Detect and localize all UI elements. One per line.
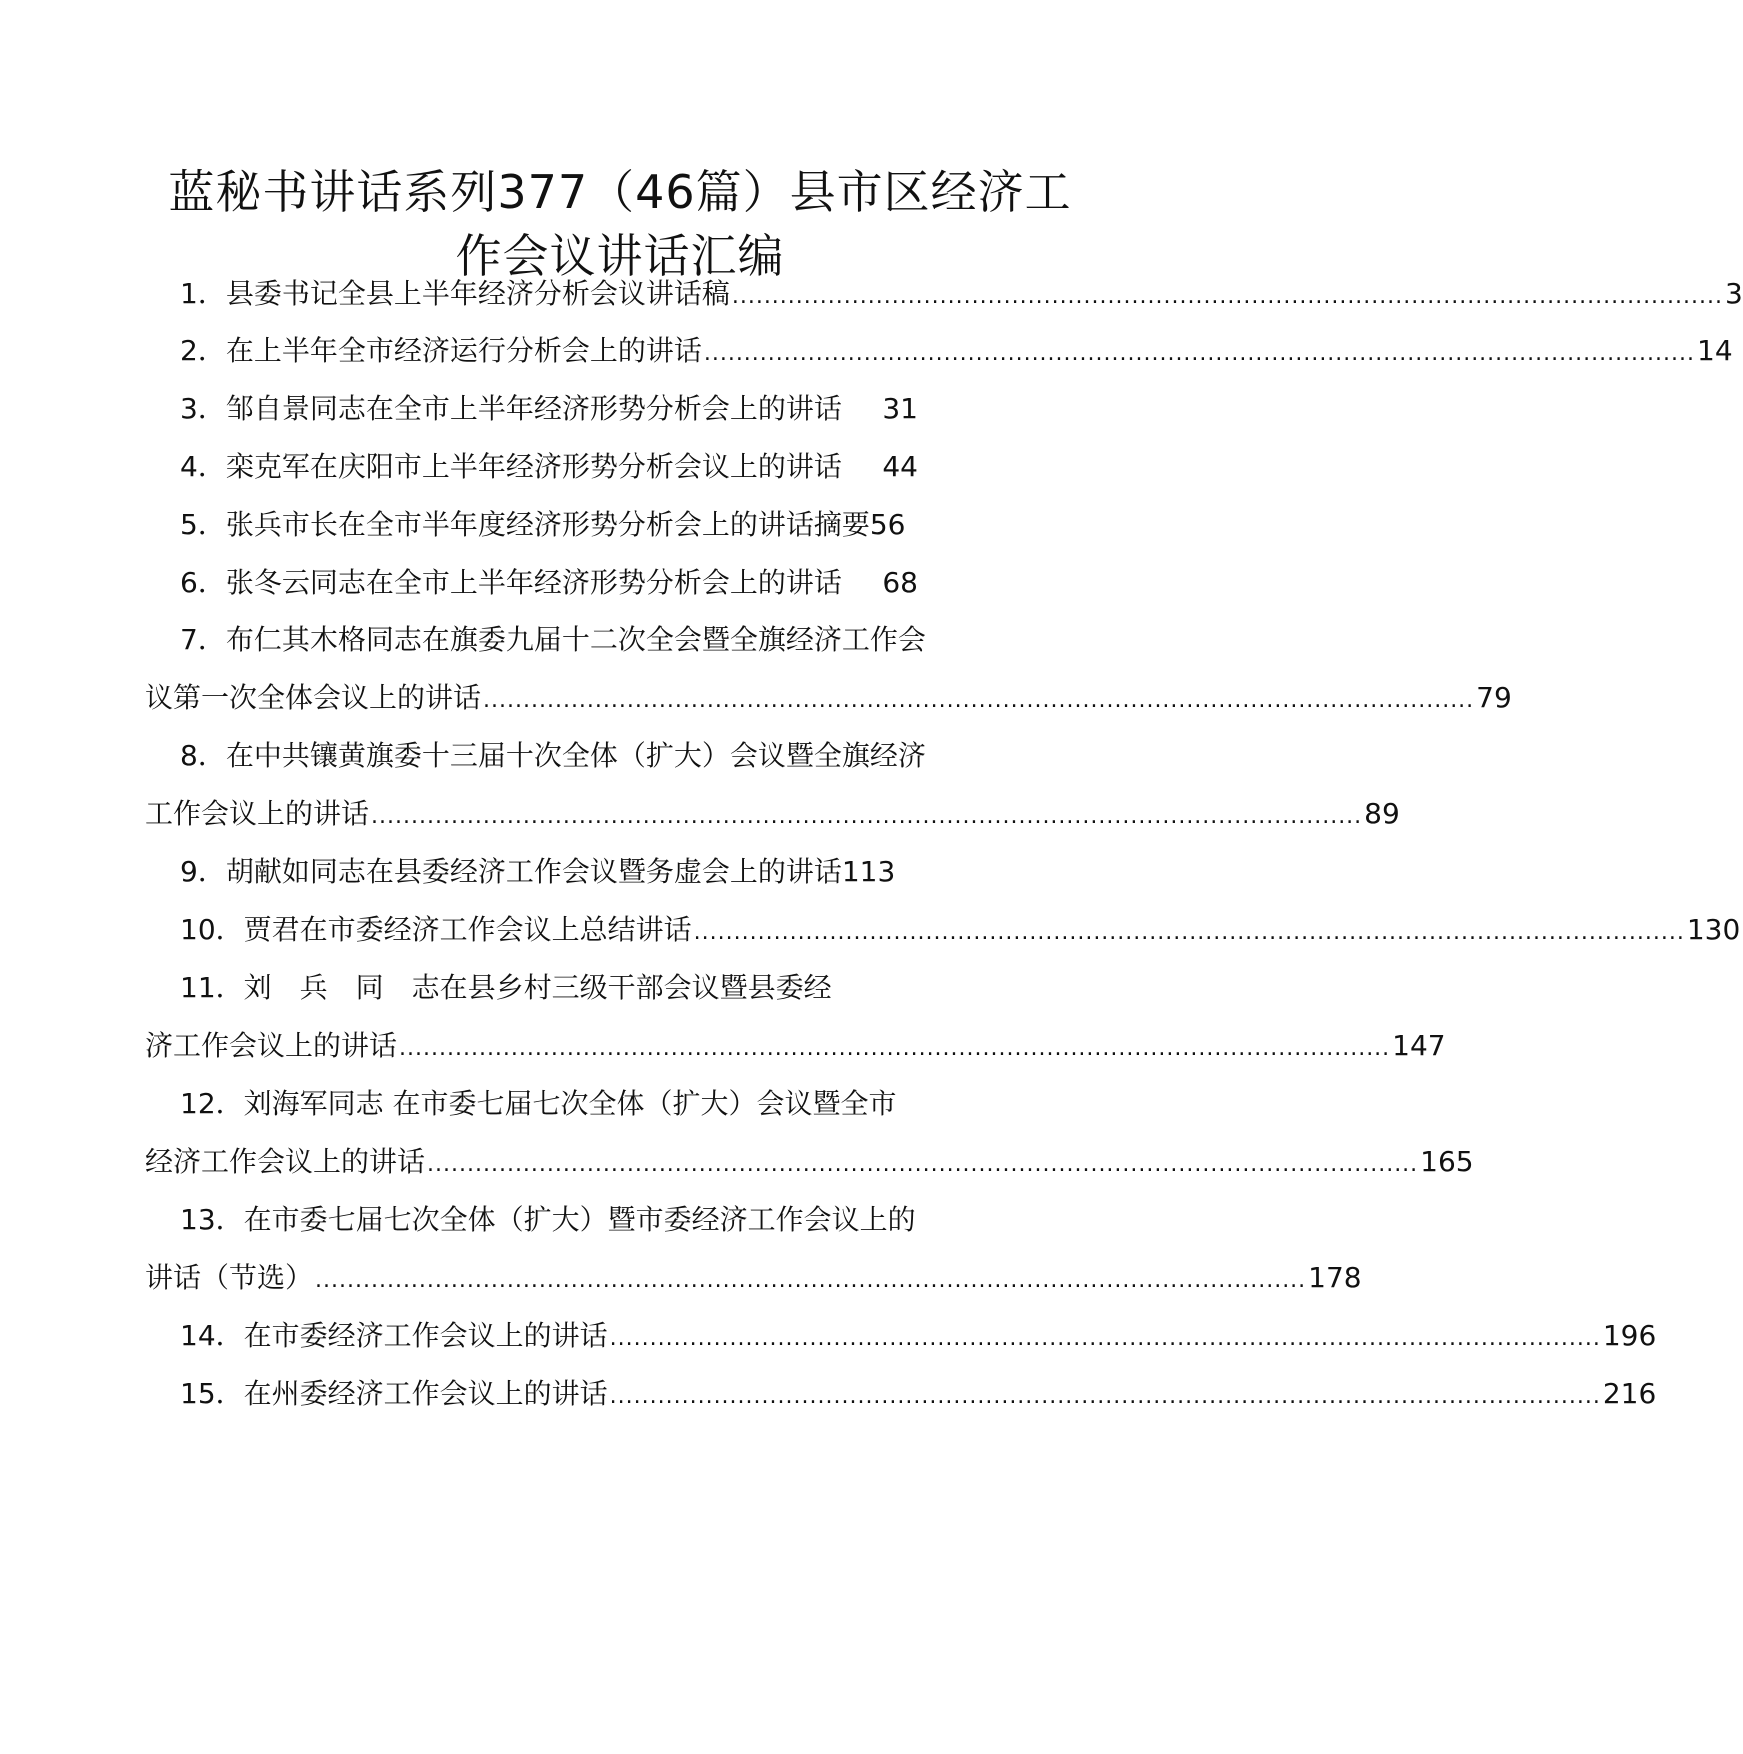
toc-number: 10． bbox=[180, 913, 244, 946]
toc-entry-6[interactable] bbox=[180, 563, 918, 603]
toc-entry-1[interactable] bbox=[180, 274, 1743, 314]
toc-title: 在中共镶黄旗委十三届十次全体（扩大）会议暨全旗经济 bbox=[225, 739, 926, 772]
toc-entry-12-line-2[interactable] bbox=[145, 1142, 1474, 1182]
toc-leader: ............................................................................................................................ bbox=[399, 1036, 1391, 1061]
toc-entry-15[interactable] bbox=[180, 1374, 1657, 1414]
toc-number: 6． bbox=[180, 566, 226, 599]
toc-leader: ............................................................................................................................ bbox=[609, 1384, 1601, 1409]
toc-number: 3． bbox=[180, 392, 226, 425]
toc-leader: ............................................................................................................................ bbox=[731, 284, 1723, 309]
toc-page-number: 216 bbox=[1602, 1377, 1657, 1410]
toc-number: 4． bbox=[180, 450, 226, 483]
toc-title: 张冬云同志在全市上半年经济形势分析会上的讲话 bbox=[225, 566, 842, 599]
toc-title: 在市委七届七次全体（扩大）暨市委经济工作会议上的 bbox=[243, 1203, 916, 1236]
toc-page-number: 113 bbox=[841, 855, 896, 888]
toc-page-number: 147 bbox=[1392, 1029, 1446, 1062]
toc-entry-13-line-2[interactable] bbox=[145, 1258, 1362, 1298]
toc-number: 8． bbox=[180, 739, 226, 772]
toc-entry-5[interactable] bbox=[180, 505, 940, 545]
toc-number: 15． bbox=[180, 1377, 244, 1410]
toc-number: 2． bbox=[180, 334, 226, 367]
toc-page-number: 44 bbox=[882, 450, 918, 483]
toc-entry-3[interactable] bbox=[180, 389, 918, 429]
toc-page-number: 165 bbox=[1420, 1145, 1474, 1178]
toc-page-number: 3 bbox=[1725, 277, 1743, 310]
title-line-2: 作会议讲话汇编 bbox=[455, 229, 785, 283]
toc-entry-4[interactable] bbox=[180, 447, 918, 487]
title-line-1: 蓝秘书讲话系列377（46篇）县市区经济工 bbox=[168, 165, 1072, 219]
toc-page-number: 196 bbox=[1602, 1319, 1657, 1352]
toc-title: 贾君在市委经济工作会议上总结讲话 bbox=[243, 913, 692, 946]
toc-leader: ............................................................................................................................ bbox=[693, 920, 1685, 945]
toc-entry-13-line-1[interactable] bbox=[180, 1200, 976, 1240]
toc-title: 刘 兵 同 志在县乡村三级干部会议暨县委经 bbox=[243, 971, 832, 1004]
toc-number: 14． bbox=[180, 1319, 244, 1352]
toc-title-continued: 议第一次全体会议上的讲话 bbox=[145, 681, 482, 714]
toc-leader: ............................................................................................................................ bbox=[371, 804, 1363, 829]
toc-entry-8-line-2[interactable] bbox=[145, 794, 1400, 834]
toc-page-number: 178 bbox=[1308, 1261, 1362, 1294]
toc-entry-9[interactable] bbox=[180, 852, 940, 892]
toc-title-continued: 讲话（节选） bbox=[145, 1261, 314, 1294]
toc-number: 1． bbox=[180, 277, 226, 310]
toc-number: 9． bbox=[180, 855, 226, 888]
toc-title: 刘海军同志 在市委七届七次全体（扩大）会议暨全市 bbox=[243, 1087, 897, 1120]
page-title bbox=[160, 160, 1080, 288]
toc-title: 在市委经济工作会议上的讲话 bbox=[243, 1319, 608, 1352]
toc-entry-14[interactable] bbox=[180, 1316, 1657, 1356]
toc-page-number: 56 bbox=[869, 508, 906, 541]
toc-page-number: 31 bbox=[882, 392, 918, 425]
toc-page-number: 130 bbox=[1686, 913, 1741, 946]
toc-title: 邹自景同志在全市上半年经济形势分析会上的讲话 bbox=[225, 392, 842, 425]
toc-title: 栾克军在庆阳市上半年经济形势分析会议上的讲话 bbox=[225, 450, 842, 483]
toc-leader: ............................................................................................................................ bbox=[427, 1152, 1419, 1177]
toc-title: 在上半年全市经济运行分析会上的讲话 bbox=[225, 334, 702, 367]
toc-number: 11． bbox=[180, 971, 244, 1004]
toc-page-number: 89 bbox=[1364, 797, 1400, 830]
toc-title: 县委书记全县上半年经济分析会议讲话稿 bbox=[225, 277, 730, 310]
toc-title: 布仁其木格同志在旗委九届十二次全会暨全旗经济工作会 bbox=[225, 623, 926, 656]
toc-entry-8-line-1[interactable] bbox=[180, 736, 976, 776]
toc-title-continued: 经济工作会议上的讲话 bbox=[145, 1145, 426, 1178]
toc-number: 5． bbox=[180, 508, 226, 541]
toc-title-continued: 工作会议上的讲话 bbox=[145, 797, 370, 830]
toc-number: 7． bbox=[180, 623, 226, 656]
toc-entry-7-line-1[interactable] bbox=[180, 620, 976, 660]
toc-entry-11-line-2[interactable] bbox=[145, 1026, 1446, 1066]
toc-leader: ............................................................................................................................ bbox=[483, 688, 1475, 713]
toc-title: 张兵市长在全市半年度经济形势分析会上的讲话摘要 bbox=[225, 508, 870, 541]
toc-entry-2[interactable] bbox=[180, 331, 1733, 371]
toc-entry-10[interactable] bbox=[180, 910, 1741, 950]
toc-entry-7-line-2[interactable] bbox=[145, 678, 1512, 718]
toc-page-number: 14 bbox=[1697, 334, 1733, 367]
toc-leader: ............................................................................................................................ bbox=[609, 1326, 1601, 1351]
toc-title-continued: 济工作会议上的讲话 bbox=[145, 1029, 398, 1062]
toc-entry-12-line-1[interactable] bbox=[180, 1084, 976, 1124]
toc-title: 胡献如同志在县委经济工作会议暨务虚会上的讲话 bbox=[225, 855, 842, 888]
toc-page-number: 68 bbox=[882, 566, 918, 599]
toc-page-number: 79 bbox=[1476, 681, 1512, 714]
toc-number: 12． bbox=[180, 1087, 244, 1120]
toc-number: 13． bbox=[180, 1203, 244, 1236]
toc-leader: ............................................................................................................................ bbox=[315, 1268, 1307, 1293]
toc-entry-11-line-1[interactable] bbox=[180, 968, 976, 1008]
toc-title: 在州委经济工作会议上的讲话 bbox=[243, 1377, 608, 1410]
toc-leader: ............................................................................................................................ bbox=[703, 341, 1695, 366]
